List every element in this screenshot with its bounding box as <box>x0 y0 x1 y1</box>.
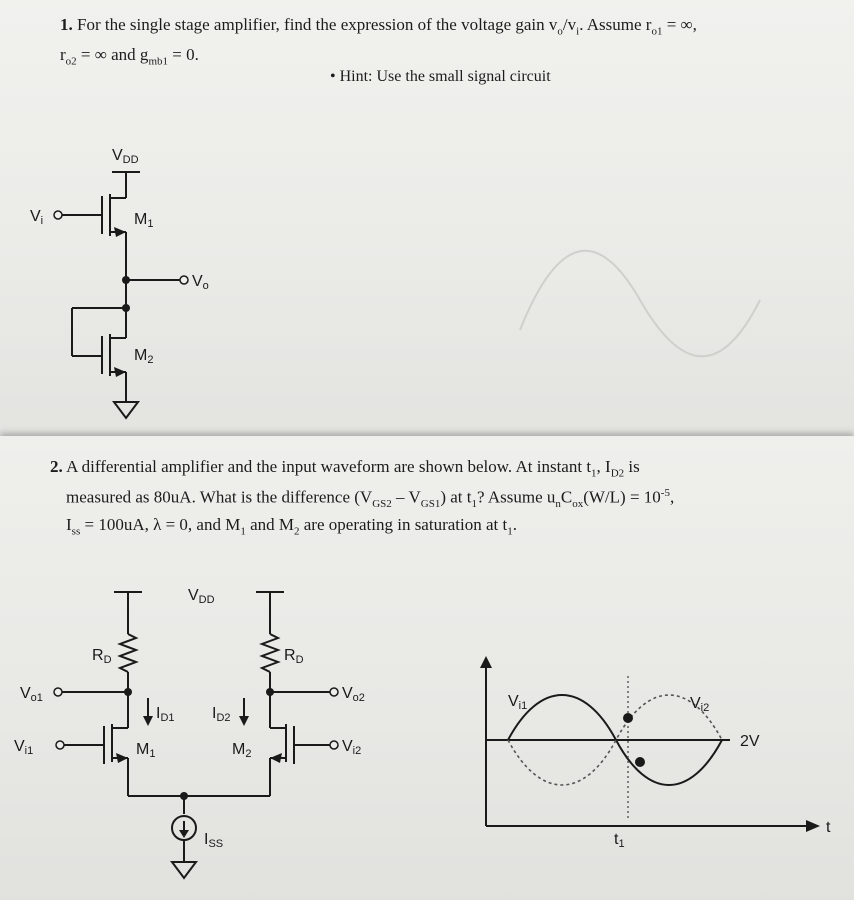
p2-rd-left-label: RD <box>92 647 112 666</box>
p1-vi-label: Vi <box>30 208 44 227</box>
p1-vo-label: Vo <box>192 273 209 292</box>
p2-rd-right-label: RD <box>284 647 304 666</box>
p2-m1-label: M1 <box>136 741 156 760</box>
p2-vo2-label: Vo2 <box>342 685 365 704</box>
p2-vo1-label: Vo1 <box>20 685 43 704</box>
p1-m1-label: M1 <box>134 211 154 230</box>
problem-1-text-line-2: $r_{o2}$ = ∞ and $g_{mb1} = 0$. <box>60 45 199 68</box>
p2-vi2-label: Vi2 <box>342 738 362 757</box>
p1-m2-label: M2 <box>134 347 154 366</box>
p2-vdd-label: VDD <box>188 587 215 606</box>
bleed-through-waveform <box>520 251 760 357</box>
problem-2-text-line-2: measured as 80uA. What is the difference $(V_{GS2} - V_{GS1})$ at $t_1$? Assume $u_nC_{ox}(W/L) = 10^{-5}$, <box>66 487 675 511</box>
problem-2-sheet <box>0 436 854 900</box>
wave-dc-level-label: 2V <box>740 733 760 750</box>
wave-vi2-label: Vi2 <box>690 695 710 714</box>
problem-2-input-waveform <box>0 436 854 900</box>
problem-2-text-line-3: $I_{ss} = 100uA$, λ = 0, and $M_1$ and $M_2$ are operating in saturation at $t_1$. <box>66 515 517 538</box>
wave-vi1-label: Vi1 <box>508 693 528 712</box>
problem-1-sheet <box>0 0 854 436</box>
problem-2-text-line-1: 2. A differential amplifier and the input waveform are shown below. At instant $t_1$, $I_{D2}$ is <box>50 457 640 480</box>
p2-iss-label: ISS <box>204 831 224 850</box>
wave-t1-label: t1 <box>614 831 625 850</box>
p2-id2-label: ID2 <box>212 705 231 724</box>
p2-m2-label: M2 <box>232 741 252 760</box>
p2-id1-label: ID1 <box>156 705 175 724</box>
problem-1-text-line-1: 1. For the single stage amplifier, find the expression of the voltage gain $v_o/v_i$. Assume $r_{o1}$ = ∞, <box>60 15 697 38</box>
wave-t-axis-label: t <box>826 819 831 836</box>
p2-vi1-label: Vi1 <box>14 738 34 757</box>
t1-point-upper <box>623 713 633 723</box>
t1-point-lower <box>635 757 645 767</box>
problem-1-circuit <box>0 0 854 436</box>
p1-vdd-label: VDD <box>112 147 139 166</box>
problem-1-hint: • Hint: Use the small signal circuit <box>330 68 551 85</box>
